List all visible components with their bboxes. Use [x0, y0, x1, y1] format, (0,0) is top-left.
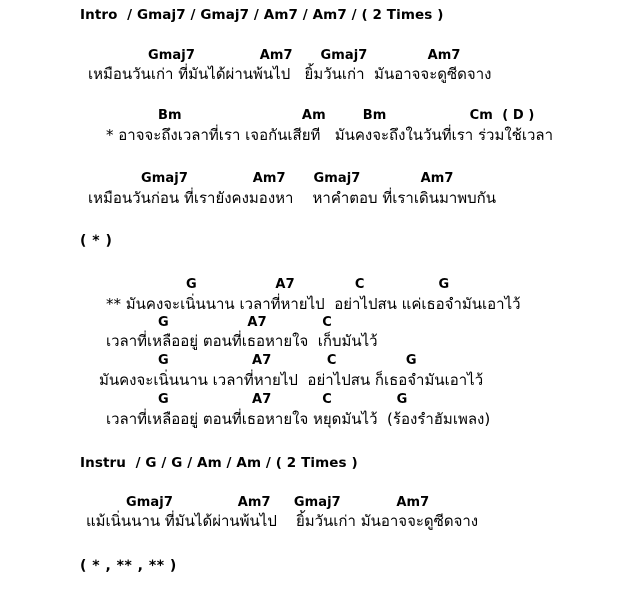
- lyric-line-star_lyrics: * อาจจะถึงเวลาที่เรา เจอกันเสียที มันคงจะถึงในวันที่เรา ร่วมใช้เวลา: [106, 126, 553, 144]
- lyric-line-dstar_l2: เวลาที่เหลืออยู่ ตอนที่เธอหายใจ เก็บมันไว้: [106, 332, 378, 350]
- chord-line-dstar_c1: G A7 C G: [186, 277, 450, 292]
- chord-line-dstar_c2: G A7 C: [158, 315, 332, 330]
- chord-line-dstar_c3: G A7 C G: [158, 353, 417, 368]
- section-header-instru_header: Instru / G / G / Am / Am / ( 2 Times ): [80, 455, 358, 471]
- lyric-line-dstar_l1: ** มันคงจะเนิ่นนาน เวลาที่หายไป อย่าไปสน แค่เธอจำมันเอาไว้: [106, 295, 521, 313]
- section-marker-marker_star: ( * ): [80, 233, 113, 249]
- lyric-line-v1_lyrics: เหมือนวันเก่า ที่มันได้ผ่านพ้นไป ยิ้มวันเก่า มันอาจจะดูซีดจาง: [88, 65, 492, 83]
- lyric-line-v2_lyrics: เหมือนวันก่อน ที่เรายังคงมองหา หาคำตอบ ที่เราเดินมาพบกัน: [88, 189, 497, 207]
- section-marker-marker_all: ( * , ** , ** ): [80, 558, 177, 574]
- chord-line-dstar_c4: G A7 C G: [158, 392, 408, 407]
- lyric-line-v3_lyrics: แม้เนิ่นนาน ที่มันได้ผ่านพ้นไป ยิ้มวันเก่า มันอาจจะดูซีดจาง: [86, 512, 479, 530]
- chord-line-v3_chords: Gmaj7 Am7 Gmaj7 Am7: [126, 495, 430, 510]
- chord-line-v2_chords: Gmaj7 Am7 Gmaj7 Am7: [141, 171, 454, 186]
- lyric-line-dstar_l3: มันคงจะเนิ่นนาน เวลาที่หายไป อย่าไปสน ก็เธอจำมันเอาไว้: [99, 371, 484, 389]
- lyric-line-dstar_l4: เวลาที่เหลืออยู่ ตอนที่เธอหายใจ หยุดมันไว้ (ร้องรำฮัมเพลง): [106, 410, 491, 428]
- chord-line-star_chords: Bm Am Bm Cm ( D ): [158, 108, 535, 123]
- section-header-intro_header: Intro / Gmaj7 / Gmaj7 / Am7 / Am7 / ( 2 Times ): [80, 7, 444, 23]
- chord-line-v1_chords: Gmaj7 Am7 Gmaj7 Am7: [148, 48, 461, 63]
